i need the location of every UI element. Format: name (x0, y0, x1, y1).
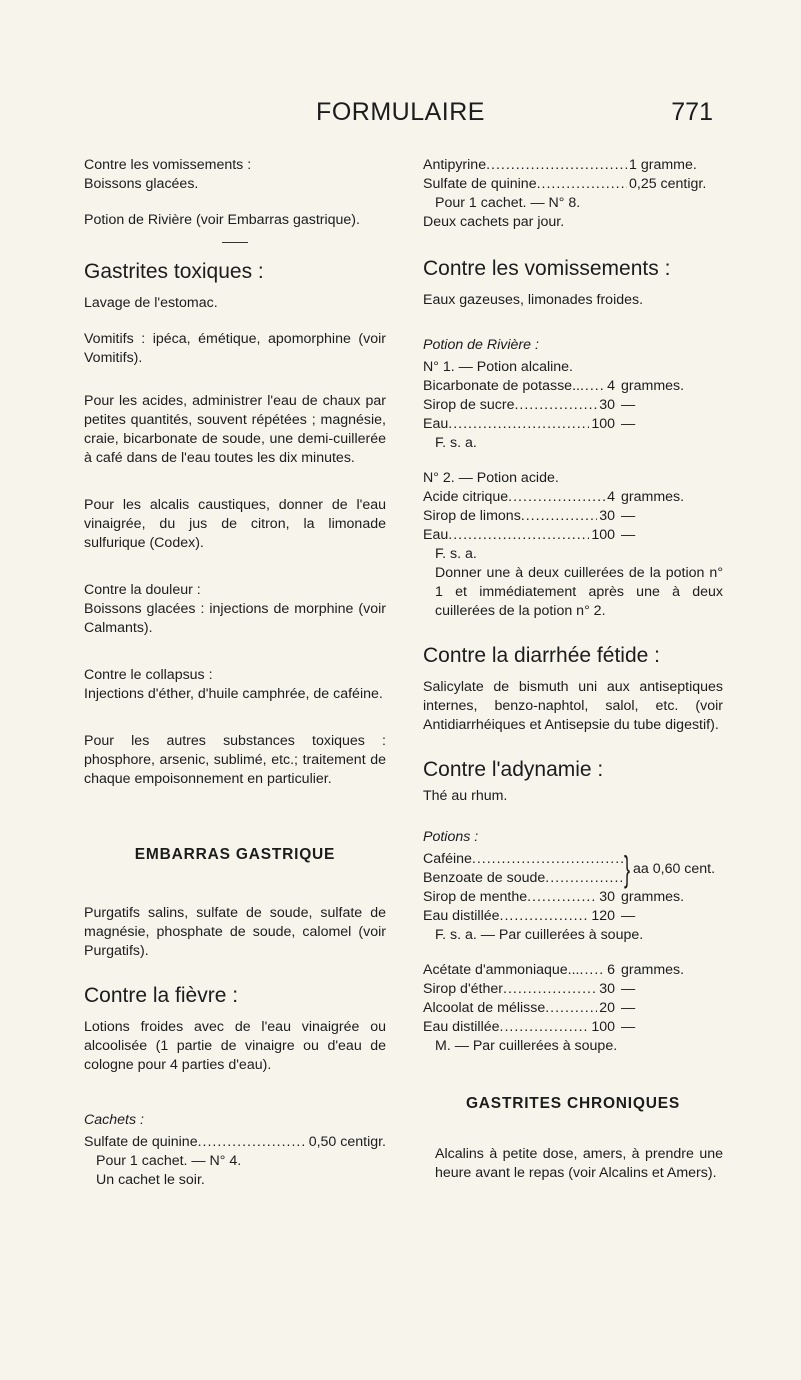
douleur-block (84, 581, 386, 638)
ingredient-name: Benzoate de soude (423, 870, 546, 886)
recipe-row (423, 415, 723, 434)
brace-symbol: } (624, 848, 631, 889)
ingredient-amount: 1 gramme. (629, 157, 697, 173)
vomitifs-text: Vomitifs : ipéca, émétique, apomorphine (voir Vomitifs). (84, 331, 386, 366)
ingredient-name: Eau (423, 527, 449, 543)
ingredient-amount: 100 (591, 416, 615, 432)
vomissements-text: Boissons glacées. (84, 176, 199, 192)
acides-paragraph: Pour les acides, administrer l'eau de chaux par petites quantités, souvent répétées ; magnésie, craie, bicarbonate de soude, une demi-cuillerée à café dans de l'eau toutes les dix minutes. (84, 393, 386, 466)
leader-dots (503, 980, 597, 999)
cachets-note: Un cachet le soir. (96, 1172, 205, 1188)
recipe-row (423, 526, 723, 545)
ingredient-amount: 20 (599, 1000, 615, 1016)
leader-dots (486, 156, 627, 175)
lavage-text: Lavage de l'estomac. (84, 295, 218, 311)
cachet-note: Deux cachets par jour. (423, 214, 565, 230)
ingredient-unit: — (621, 508, 636, 524)
ingredient-name: Antipyrine (423, 157, 487, 173)
ingredient-name: Caféine (423, 851, 472, 867)
recipe-row (423, 396, 723, 415)
ingredient-amount: 4 (607, 378, 615, 394)
potion-instructions: Donner une à deux cuillerées de la potion n° 1 et immédiatement après une à deux cuillerées de la potion n° 2. (435, 565, 723, 619)
recipe-row (423, 488, 723, 507)
leader-dots (545, 869, 623, 888)
gastrites-chroniques-heading: GASTRITES CHRONIQUES (465, 1095, 681, 1112)
douleur-title: Contre la douleur : (84, 582, 201, 598)
ingredient-amount: 30 (599, 981, 615, 997)
leader-dots (527, 888, 597, 907)
diarrhee-heading: Contre la diarrhée fétide : (423, 644, 660, 667)
ingredient-name: Eau distillée (423, 1019, 500, 1035)
ingredient-name: Eau distillée (423, 908, 500, 924)
recipe-row (423, 850, 623, 869)
cachet-note: Pour 1 cachet. — N° 8. (435, 195, 581, 211)
leader-dots (500, 1018, 590, 1037)
ingredient-amount: 30 (599, 508, 615, 524)
recipe-row (423, 907, 723, 926)
ingredient-amount: 4 (607, 489, 615, 505)
recipe-row (423, 377, 723, 396)
ingredient-amount: 120 (591, 908, 615, 924)
brace-amount: aa 0,60 cent. (633, 860, 716, 877)
ingredient-name: Bicarbonate de potasse.. (423, 378, 580, 394)
leader-dots (500, 907, 590, 926)
ingredient-unit: — (621, 908, 636, 924)
ingredient-unit: — (621, 1019, 636, 1035)
ingredient-unit: — (621, 1000, 636, 1016)
vomissements-title: Contre les vomissements : (84, 157, 252, 173)
ingredient-unit: grammes. (621, 489, 685, 505)
page-header (0, 98, 801, 138)
left-column (84, 156, 386, 1190)
embarras-gastrique-heading: EMBARRAS GASTRIQUE (134, 846, 336, 863)
fsa-note: F. s. a. (435, 546, 477, 562)
diarrhee-text: Salicylate de bismuth uni aux antiseptiques internes, benzo-naphtol, salol, etc. (voir Antidiarrhéiques et Antisepsie du tube digestif). (423, 679, 723, 733)
collapsus-title: Contre le collapsus : (84, 667, 213, 683)
ingredient-unit: grammes. (621, 889, 685, 905)
ingredient-name: Sirop de limons (423, 508, 521, 524)
ingredient-amount: 6 (607, 962, 615, 978)
ingredient-amount: 100 (591, 1019, 615, 1035)
recipe-row (423, 999, 723, 1018)
ingredient-unit: grammes. (621, 962, 685, 978)
leader-dots (448, 415, 589, 434)
ingredient-name: Sirop d'éther (423, 981, 503, 997)
ingredient-amount: 0,50 centigr. (308, 1134, 386, 1150)
ingredient-name: Sulfate de quinine (84, 1134, 198, 1150)
ingredient-amount: 30 (599, 397, 615, 413)
leader-dots (580, 961, 606, 980)
recipe-row (423, 507, 723, 526)
leader-dots (508, 488, 605, 507)
ingredient-name: Acide citrique (423, 489, 509, 505)
brace-group (423, 850, 723, 888)
ingredient-amount: 100 (591, 527, 615, 543)
potion-riviere-label: Potion de Rivière : (423, 337, 539, 353)
ingredient-amount: 0,25 centigr. (629, 176, 707, 192)
adynamie-text: Thé au rhum. (423, 788, 508, 804)
recipe-row (423, 888, 723, 907)
embarras-gastrique-text: Purgatifs salins, sulfate de soude, sulfate de magnésie, phosphate de soude, calomel (voir Purgatifs). (84, 905, 386, 959)
right-column (423, 156, 723, 1183)
acetate-recipe (423, 961, 723, 1056)
recipe-row (423, 175, 723, 194)
fsa-note: F. s. a. (435, 435, 477, 451)
ingredient-amount: 30 (599, 889, 615, 905)
ingredient-unit: — (621, 527, 636, 543)
recipe-row (423, 1018, 723, 1037)
recipe-row (84, 1133, 386, 1152)
ingredient-unit: — (621, 416, 636, 432)
cachets-note: Pour 1 cachet. — N° 4. (96, 1153, 242, 1169)
ingredient-name: Eau (423, 416, 449, 432)
page-number: 771 (671, 98, 713, 126)
douleur-text: Boissons glacées : injections de morphine (voir Calmants). (84, 601, 386, 636)
potions-note: F. s. a. — Par cuillerées à soupe. (435, 927, 644, 943)
gastrites-toxiques-heading: Gastrites toxiques : (84, 260, 264, 283)
ingredient-name: Acétate d'ammoniaque... (423, 962, 580, 978)
recipe-row (423, 980, 723, 999)
alcalis-paragraph: Pour les alcalis caustiques, donner de l'eau vinaigrée, du jus de citron, la limonade sulfurique (Codex). (84, 497, 386, 551)
vomissements-heading: Contre les vomissements : (423, 257, 671, 280)
leader-dots (537, 175, 627, 194)
leader-dots (580, 377, 605, 396)
recipe-row (423, 156, 723, 175)
ingredient-name: Sulfate de quinine (423, 176, 537, 192)
potions-label: Potions : (423, 829, 479, 845)
leader-dots (545, 999, 597, 1018)
separator-rule (222, 242, 248, 243)
leader-dots (448, 526, 589, 545)
fievre-heading: Contre la fièvre : (84, 984, 239, 1007)
running-title: FORMULAIRE (316, 98, 485, 126)
cachets-label: Cachets : (84, 1112, 144, 1128)
brace-ingredients (423, 850, 623, 888)
recipe-row (423, 869, 623, 888)
leader-dots (472, 850, 623, 869)
potion-2-title: N° 2. — Potion acide. (423, 470, 559, 486)
recipe-row (423, 961, 723, 980)
gastrites-chroniques-text: Alcalins à petite dose, amers, à prendre une heure avant le repas (voir Alcalins et Amers). (435, 1146, 723, 1181)
vomissements-note (84, 156, 386, 194)
collapsus-text: Injections d'éther, d'huile camphrée, de caféine. (84, 686, 383, 702)
ingredient-name: Sirop de sucre (423, 397, 515, 413)
ingredient-unit: — (621, 981, 636, 997)
potion-1-title: N° 1. — Potion alcaline. (423, 359, 573, 375)
leader-dots (521, 507, 597, 526)
leader-dots (198, 1133, 307, 1152)
adynamie-heading: Contre l'adynamie : (423, 758, 604, 781)
potion-riviere-ref: Potion de Rivière (voir Embarras gastrique). (84, 212, 360, 228)
ingredient-unit: grammes. (621, 378, 685, 394)
ingredient-name: Alcoolat de mélisse (423, 1000, 546, 1016)
fievre-text: Lotions froides avec de l'eau vinaigrée ou alcoolisée (1 partie de vinaigre ou d'eau de cologne pour 4 parties d'eau). (84, 1019, 386, 1073)
leader-dots (514, 396, 597, 415)
acetate-note: M. — Par cuillerées à soupe. (435, 1038, 618, 1054)
vomissements-text: Eaux gazeuses, limonades froides. (423, 292, 644, 308)
collapsus-block (84, 666, 386, 704)
autres-substances-paragraph: Pour les autres substances toxiques : phosphore, arsenic, sublimé, etc.; traitement de chaque empoisonnement en particulier. (84, 733, 386, 787)
ingredient-name: Sirop de menthe (423, 889, 528, 905)
ingredient-unit: — (621, 397, 636, 413)
